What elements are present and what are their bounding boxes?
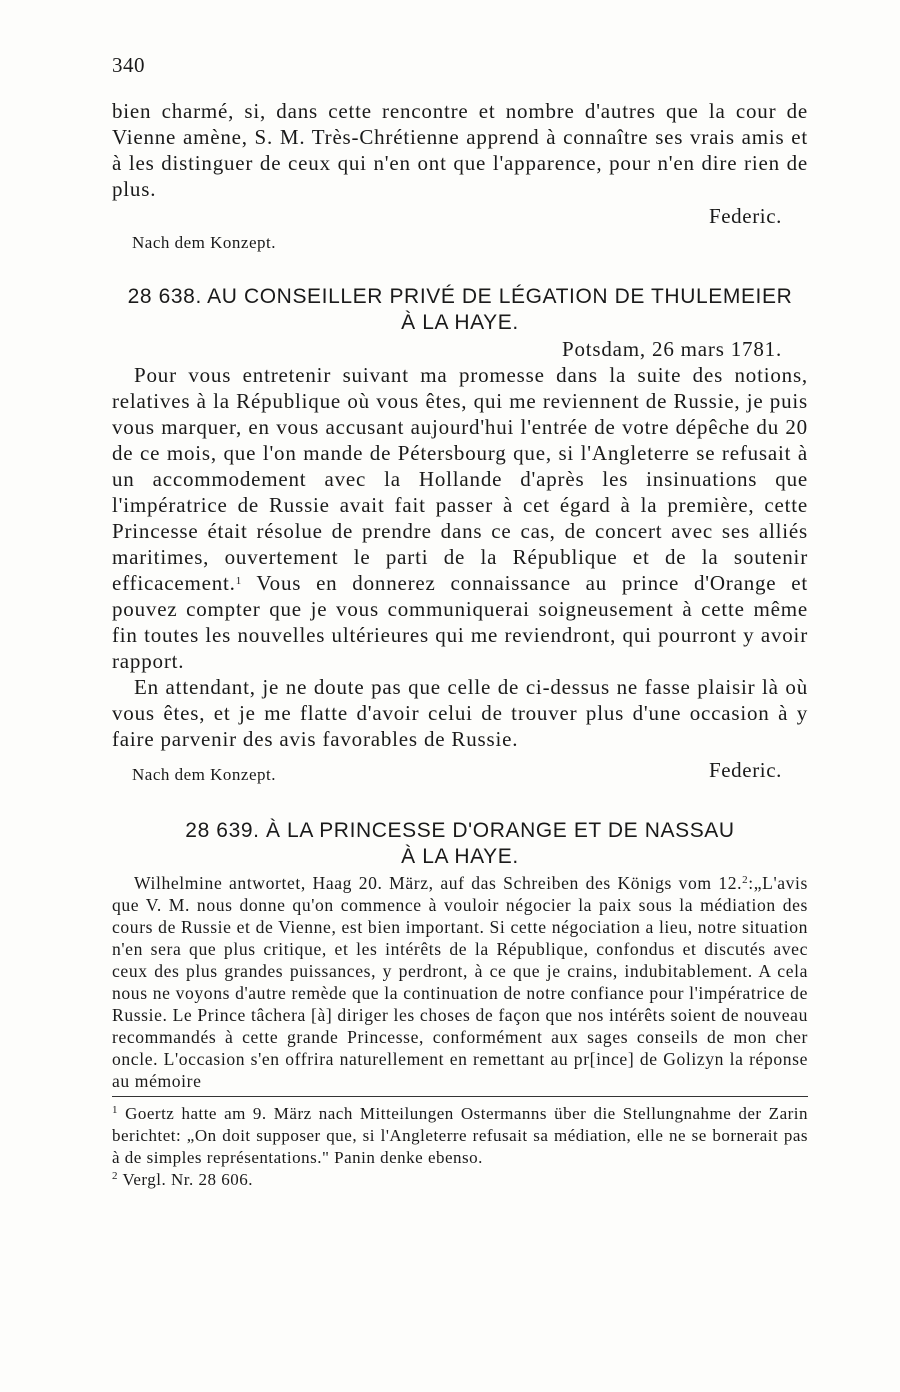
- book-page: [112, 52, 808, 1191]
- letter-heading-place: À LA HAYE.: [401, 845, 519, 868]
- page-number: 340: [112, 53, 145, 77]
- letter-paragraph: [112, 362, 808, 674]
- footnote-text: Goertz hatte am 9. März nach Mitteilungen Ostermanns über die Stellungnahme der Zarin berichtet: „On doit supposer que, si l'Angleterre refusait sa médiation, elle ne se bornerait pas à de simples représentations." Panin denke ebenso.: [112, 1104, 808, 1167]
- footnote-ref: 1: [235, 575, 242, 587]
- footnote: [112, 1169, 808, 1191]
- letter-text: Pour vous entretenir suivant ma promesse dans la suite des notions, relatives à la République où vous êtes, qui me reviennent de Russie, je puis vous marquer, en vous accusant aujourd'hui l'entrée de votre dépêche du 20 de ce mois, que l'on mande de Pétersbourg que, si l'Angleterre se refusait à un accommodement avec la Hollande d'après les insinuations que l'impératrice de Russie avait fait passer à cet égard à la première, cette Princesse était résolue de prendre dans ce cas, de concert avec ses alliés maritimes, ouvertement le parti de la République et de la soutenir efficacement.: [112, 363, 808, 595]
- opening-paragraph: bien charmé, si, dans cette rencontre et nombre d'autres que la cour de Vienne amène, S. M. Très-Chrétienne apprend à connaître ses vrais amis et à les distinguer de ceux qui n'en ont que l'apparence, pour n'en dire rien de plus.: [112, 99, 808, 201]
- signature-row: [112, 752, 808, 782]
- footnote: [112, 1103, 808, 1169]
- footnote-ref: 2: [742, 874, 749, 886]
- source-note: Nach dem Konzept.: [132, 765, 276, 784]
- signature: Federic.: [708, 204, 782, 228]
- intro-text: Wilhelmine antwortet, Haag 20. März, auf das Schreiben des Königs vom 12.: [134, 873, 743, 893]
- footnote-mark: 1: [112, 1104, 118, 1116]
- source-note: Nach dem Konzept.: [132, 233, 276, 252]
- signature: Federic.: [708, 758, 782, 782]
- footnote-text: Vergl. Nr. 28 606.: [122, 1170, 253, 1189]
- letter-date: Potsdam, 26 mars 1781.: [561, 337, 782, 361]
- letter-paragraph: En attendant, je ne doute pas que celle de ci-dessus ne fasse plaisir là où vous êtes, et je me flatte d'avoir celui de trouver plus d'une occasion à y faire parvenir des avis favorables de Russie.: [112, 675, 808, 751]
- letter-text: Vous en donnerez connaissance au prince d'Orange et pouvez compter que je vous communiquerai soigneusement à cette même fin toutes les nouvelles ultérieures qui me reviendront, qui pourront y avoir rapport.: [112, 571, 808, 673]
- letter-intro: [112, 872, 808, 1092]
- letter-heading-place: À LA HAYE.: [401, 311, 519, 334]
- footnotes: [112, 1103, 808, 1191]
- footnote-mark: 2: [112, 1170, 118, 1182]
- footnote-rule: [112, 1096, 808, 1097]
- letter-heading: 28 638. AU CONSEILLER PRIVÉ DE LÉGATION DE THULEMEIER: [127, 285, 793, 308]
- intro-text: :„L'avis que V. M. nous donne qu'on commence à vouloir négocier la paix sous la médiation des cours de Russie et de Vienne, est bien important. Si cette négociation a lieu, notre situation n'en sera que plus critique, et les intérêts de la République, confondus et discutés avec ceux des plus grandes puissances, y perdront, à ce que je crains, indubitablement. A cela nous ne voyons d'autre remède que la continuation de notre confiance pour l'impératrice de Russie. Le Prince tâchera [à] diriger les choses de façon que nos intérêts soient de nouveau recommandés à cette grande Princesse, conformément aux sages conseils de mon cher oncle. L'occasion s'en offrira naturellement en remettant au pr[ince] de Golizyn la réponse au mémoire: [112, 873, 808, 1091]
- letter-heading: 28 639. À LA PRINCESSE D'ORANGE ET DE NASSAU: [185, 819, 735, 842]
- signature-row: [112, 202, 808, 228]
